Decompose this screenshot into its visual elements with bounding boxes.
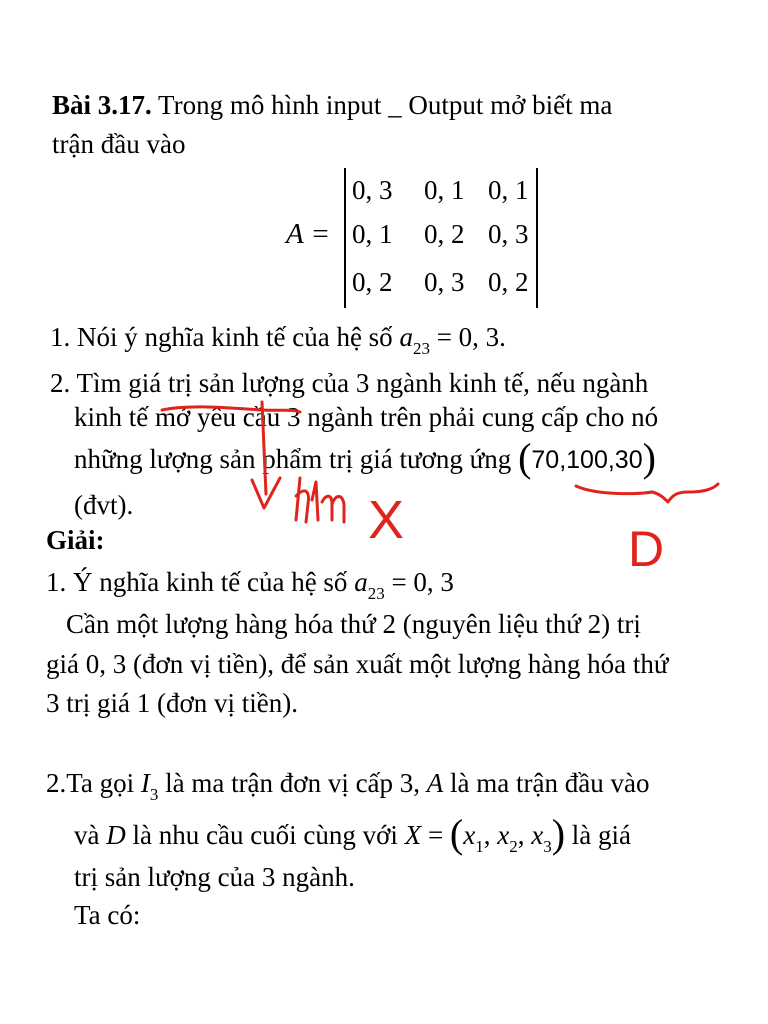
matrix-A-symbol: A <box>426 768 444 798</box>
scribble-mark <box>296 478 344 522</box>
identity-I: I <box>140 768 150 798</box>
arrow-head-mark <box>252 478 280 508</box>
vector-open-paren: ( <box>518 435 532 480</box>
solution-1-text: 1. Ý nghĩa kinh tế của hệ số <box>46 567 355 597</box>
matrix-cell: 0, 2 <box>488 267 529 297</box>
coef-value: = 0, 3 <box>384 567 454 597</box>
x-subscript: 3 <box>543 837 552 856</box>
handwritten-D: D <box>628 521 665 577</box>
solution-2-line-1 <box>46 766 649 804</box>
question-2-line-4: (đvt). <box>74 490 134 520</box>
comma: , <box>517 820 532 850</box>
demand-vector: 70,100,30 <box>531 446 643 474</box>
x-symbol: x <box>463 820 476 850</box>
x-subscript: 1 <box>475 837 484 856</box>
x-symbol: x <box>531 820 544 850</box>
solution-heading: Giải: <box>46 525 105 555</box>
matrix-grid <box>346 168 536 308</box>
matrix-A <box>344 168 538 308</box>
solution-2-line-2 <box>74 811 632 856</box>
coef-a: a <box>354 567 368 597</box>
solution-2-text: là nhu cầu cuối cùng với <box>125 820 405 850</box>
problem-line-2: trận đầu vào <box>52 129 186 159</box>
x-symbol: x <box>497 820 510 850</box>
question-2-line-2: kinh tế mở yêu cầu 3 ngành trên phải cung cấp cho nó <box>74 402 659 432</box>
underbrace-mark <box>576 484 718 502</box>
vector-close-paren: ) <box>642 435 656 480</box>
solution-1-line-4: 3 trị giá 1 (đơn vị tiền). <box>46 688 298 718</box>
matrix-cell: 0, 3 <box>488 219 529 249</box>
problem-line-1 <box>52 88 612 122</box>
matrix-cell: 0, 1 <box>488 175 529 205</box>
comma: , <box>483 820 498 850</box>
solution-2-text: là ma trận đơn vị cấp 3, <box>158 768 427 798</box>
coef-subscript: 23 <box>367 584 385 603</box>
x-subscript: 2 <box>509 837 518 856</box>
solution-2-text: là ma trận đầu vào <box>443 768 650 798</box>
coef-value: = 0, 3. <box>429 322 506 352</box>
matrix-cell: 0, 3 <box>424 267 465 297</box>
solution-1-line-3: giá 0, 3 (đơn vị tiền), để sản xuất một lượng hàng hóa thứ <box>46 649 669 679</box>
output-X-symbol: X <box>404 820 422 850</box>
solution-2-line-4: Ta có: <box>74 900 141 930</box>
question-1 <box>50 320 506 358</box>
solution-2-line-3: trị sản lượng của 3 ngành. <box>74 862 355 892</box>
identity-subscript: 3 <box>149 785 159 804</box>
question-2-text: những lượng sản phẩm trị giá tương ứng <box>74 444 519 474</box>
vector-close-paren: ) <box>551 811 566 856</box>
coef-subscript: 23 <box>412 339 430 358</box>
handwritten-X: X <box>368 490 405 550</box>
solution-1-line-1 <box>46 565 454 603</box>
matrix-label: A = <box>286 218 331 250</box>
equals-sign: = <box>421 820 450 850</box>
demand-D-symbol: D <box>106 820 126 850</box>
question-2-line-3 <box>74 435 656 480</box>
matrix-cell: 0, 1 <box>352 219 393 249</box>
matrix-cell: 0, 1 <box>424 175 465 205</box>
solution-2-text: 2.Ta gọi <box>46 768 141 798</box>
matrix-cell: 0, 2 <box>352 267 393 297</box>
matrix-cell: 0, 3 <box>352 175 393 205</box>
matrix-cell: 0, 2 <box>424 219 465 249</box>
problem-number: Bài 3.17. <box>52 90 152 120</box>
problem-intro-1: Trong mô hình input _ Output mở biết ma <box>158 90 613 120</box>
question-2-line-1: 2. Tìm giá trị sản lượng của 3 ngành kinh tế, nếu ngành <box>50 368 649 398</box>
coef-a: a <box>399 322 413 352</box>
solution-2-text: là giá <box>565 820 632 850</box>
question-1-text: 1. Nói ý nghĩa kinh tế của hệ số <box>50 322 400 352</box>
vector-open-paren: ( <box>449 811 464 856</box>
solution-2-text: và <box>74 820 107 850</box>
solution-1-line-2: Cần một lượng hàng hóa thứ 2 (nguyên liệu thứ 2) trị <box>66 609 641 639</box>
